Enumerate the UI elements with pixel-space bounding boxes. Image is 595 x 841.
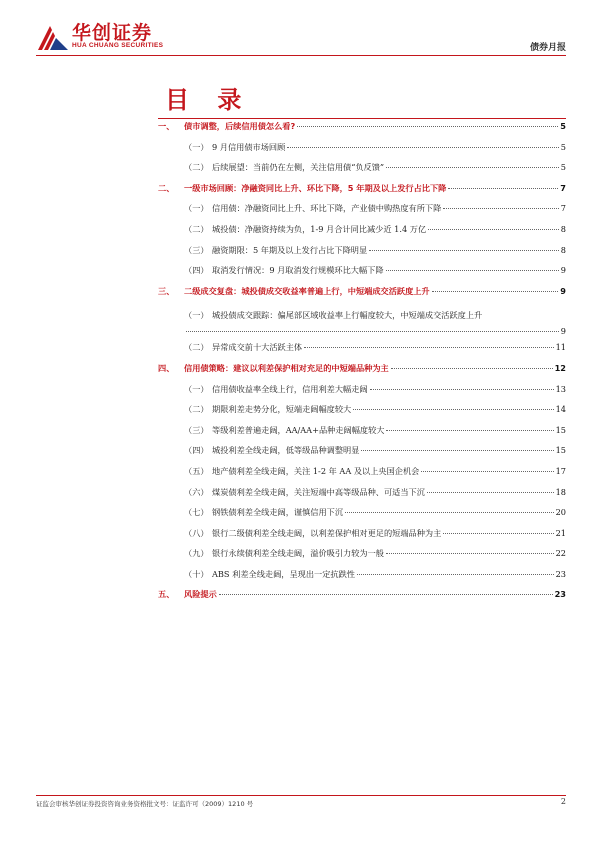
- toc-entry-label: 风险提示: [184, 589, 217, 600]
- toc-subsection-entry[interactable]: [158, 487, 566, 508]
- toc-entry-number: （一）: [184, 310, 209, 321]
- toc-entry-page: 21: [555, 527, 566, 538]
- toc-subsection-entry[interactable]: [158, 224, 566, 245]
- toc-entry-label: 期限利差走势分化，短端走阔幅度较大: [212, 404, 352, 415]
- toc-subsection-entry[interactable]: [158, 162, 566, 183]
- toc-entry-label: 取消发行情况：9 月取消发行规模环比大幅下降: [212, 265, 384, 276]
- header-divider: [36, 55, 566, 56]
- toc-entry-number: （八）: [184, 527, 209, 538]
- toc-leader-dots: [448, 188, 558, 189]
- logo-english-text: HUA CHUANG SECURITIES: [72, 42, 164, 49]
- toc-entry-label: 后续展望：当前仍在左侧，关注信用债“负反馈”: [212, 162, 385, 173]
- toc-entry-number: （十）: [184, 568, 209, 579]
- toc-leader-dots: [297, 126, 558, 127]
- toc-entry-page: 9: [560, 265, 566, 276]
- toc-subsection-entry[interactable]: [158, 342, 566, 363]
- toc-entry-label: 二级成交复盘：城投债成交收益率普遍上行，中短端成交活跃度上升: [184, 285, 430, 296]
- toc-leader-dots: [421, 471, 553, 472]
- toc-entry-number: 二、: [158, 182, 175, 193]
- toc-leader-dots: [386, 270, 559, 271]
- toc-subsection-entry[interactable]: [158, 142, 566, 163]
- toc-section-entry[interactable]: [158, 286, 566, 307]
- toc-entry-label: 异常成交前十大活跃主体: [212, 342, 303, 353]
- toc-subsection-entry[interactable]: [158, 548, 566, 569]
- toc-leader-dots: [287, 147, 558, 148]
- toc-leader-dots: [357, 574, 554, 575]
- toc-section-entry[interactable]: [158, 121, 566, 142]
- toc-entry-number: （一）: [184, 203, 209, 214]
- toc-entry-number: （六）: [184, 486, 209, 497]
- toc-subsection-entry[interactable]: [158, 245, 566, 266]
- toc-divider: [158, 118, 566, 119]
- toc-entry-number: （九）: [184, 548, 209, 559]
- table-of-contents: [158, 118, 566, 610]
- toc-entry-label: 银行二级债利差全线走阔，以利差保护相对更足的短端品种为主: [212, 527, 442, 538]
- toc-entry-label: 城投利差全线走阔，低等级品种调整明显: [212, 445, 360, 456]
- toc-section-entry[interactable]: [158, 363, 566, 384]
- toc-entry-number: （一）: [184, 141, 209, 152]
- toc-leader-dots: [386, 167, 559, 168]
- toc-entry-page: 15: [555, 424, 566, 435]
- company-logo: [36, 18, 206, 54]
- toc-entry-number: （二）: [184, 342, 209, 353]
- page-header: [36, 18, 566, 58]
- toc-entry-label: ABS 利差全线走阔，呈现出一定抗跌性: [212, 568, 355, 579]
- toc-subsection-entry[interactable]: [158, 306, 566, 342]
- toc-entry-page: 8: [560, 223, 566, 234]
- toc-leader-dots: [428, 229, 559, 230]
- toc-entry-number: （二）: [184, 162, 209, 173]
- toc-entry-label: 信用债策略：建议以利差保护相对充足的中短端品种为主: [184, 362, 389, 373]
- toc-entry-page: 22: [555, 548, 566, 559]
- toc-section-entry[interactable]: [158, 589, 566, 610]
- toc-entry-number: （四）: [184, 445, 209, 456]
- footer-disclaimer: 证监会审核华创证券投资咨询业务资格批文号：证监许可（2009）1210 号: [36, 800, 254, 808]
- toc-subsection-entry[interactable]: [158, 203, 566, 224]
- toc-entry-page: 11: [555, 342, 566, 353]
- toc-entry-page: 18: [555, 486, 566, 497]
- toc-leader-dots: [386, 553, 554, 554]
- toc-section-entry[interactable]: [158, 183, 566, 204]
- toc-entry-page: 14: [555, 404, 566, 415]
- toc-entry-page: 9: [560, 285, 566, 296]
- toc-entry-number: （三）: [184, 244, 209, 255]
- toc-leader-dots: [427, 492, 554, 493]
- toc-leader-dots: [432, 291, 559, 292]
- toc-leader-dots: [370, 389, 554, 390]
- toc-entry-number: （二）: [184, 404, 209, 415]
- toc-subsection-entry[interactable]: [158, 528, 566, 549]
- toc-entry-label: 信用债：净融资同比上升、环比下降，产业债中购热度有所下降: [212, 203, 442, 214]
- toc-entry-number: 一、: [158, 121, 175, 131]
- toc-entry-number: （四）: [184, 265, 209, 276]
- toc-subsection-entry[interactable]: [158, 384, 566, 405]
- toc-entry-label: 城投债：净融资持续为负，1-9 月合计同比减少近 1.4 万亿: [212, 223, 427, 234]
- toc-subsection-entry[interactable]: [158, 445, 566, 466]
- footer-divider: [36, 795, 566, 796]
- toc-subsection-entry[interactable]: [158, 507, 566, 528]
- toc-entry-page: 8: [560, 244, 566, 255]
- toc-leader-dots: [369, 250, 559, 251]
- logo-icon: [38, 22, 68, 50]
- toc-entry-page: 7: [560, 203, 566, 214]
- toc-leader-dots: [353, 409, 553, 410]
- toc-entry-label: 一级市场回顾：净融资同比上升、环比下降，5 年期及以上发行占比下降: [184, 182, 447, 193]
- toc-entry-label: 银行永续债利差全线走阔，溢价吸引力较为一般: [212, 548, 384, 559]
- toc-leader-dots: [443, 208, 559, 209]
- toc-entry-page: 5: [560, 162, 566, 173]
- toc-entry-page: 20: [555, 507, 566, 518]
- toc-leader-dots: [219, 594, 553, 595]
- toc-subsection-entry[interactable]: [158, 265, 566, 286]
- toc-entry-page: 12: [554, 362, 566, 373]
- document-type: 债券月报: [529, 43, 566, 53]
- toc-entry-number: （七）: [184, 507, 209, 518]
- toc-entry-label: 煤炭债利差全线走阔，关注短端中高等级品种、可适当下沉: [212, 486, 425, 497]
- toc-entry-label: 信用债收益率全线上行，信用利差大幅走阔: [212, 383, 368, 394]
- toc-leader-dots: [386, 430, 553, 431]
- toc-entry-page: 17: [555, 465, 566, 476]
- toc-entry-label: 地产债利差全线走阔，关注 1-2 年 AA 及以上央国企机会: [212, 465, 420, 476]
- toc-entry-page: 23: [554, 589, 566, 600]
- toc-entry-number: 四、: [158, 362, 175, 373]
- toc-subsection-entry[interactable]: [158, 404, 566, 425]
- toc-entry-label: 等级利差普遍走阔，AA/AA+品种走阔幅度较大: [212, 424, 385, 435]
- toc-entry-label: 钢铁债利差全线走阔，谨慎信用下沉: [212, 507, 344, 518]
- toc-subsection-entry[interactable]: [158, 425, 566, 446]
- logo-chinese-text: 华创证券: [72, 22, 153, 44]
- toc-entry-label: 债市调整，后续信用债怎么看?: [184, 121, 296, 131]
- page-number: 2: [560, 797, 566, 806]
- toc-leader-dots: [186, 331, 559, 332]
- toc-entry-page: 5: [560, 141, 566, 152]
- toc-entry-page: 5: [560, 121, 566, 131]
- toc-subsection-entry[interactable]: [158, 569, 566, 590]
- toc-leader-dots: [304, 347, 554, 348]
- toc-title: 目 录: [165, 86, 252, 114]
- toc-leader-dots: [391, 368, 553, 369]
- toc-subsection-entry[interactable]: [158, 466, 566, 487]
- toc-leader-dots: [345, 512, 554, 513]
- toc-entry-number: （一）: [184, 383, 209, 394]
- toc-entry-number: （三）: [184, 424, 209, 435]
- toc-entry-number: （二）: [184, 223, 209, 234]
- toc-entry-number: （五）: [184, 465, 209, 476]
- toc-entry-number: 三、: [158, 285, 175, 296]
- toc-entry-page: 9: [560, 326, 566, 337]
- toc-entry-page: 13: [555, 383, 566, 394]
- toc-entry-page: 23: [555, 568, 566, 579]
- toc-entry-label: 城投债成交跟踪：偏尾部区域收益率上行幅度较大，中短端成交活跃度上升: [212, 310, 483, 321]
- toc-leader-dots: [443, 533, 553, 534]
- toc-entry-label: 融资期限：5 年期及以上发行占比下降明显: [212, 244, 368, 255]
- toc-entry-label: 9 月信用债市场回顾: [212, 141, 286, 152]
- toc-entry-number: 五、: [158, 589, 175, 600]
- toc-entry-page: 15: [555, 445, 566, 456]
- toc-entry-page: 7: [560, 182, 566, 193]
- toc-leader-dots: [361, 450, 553, 451]
